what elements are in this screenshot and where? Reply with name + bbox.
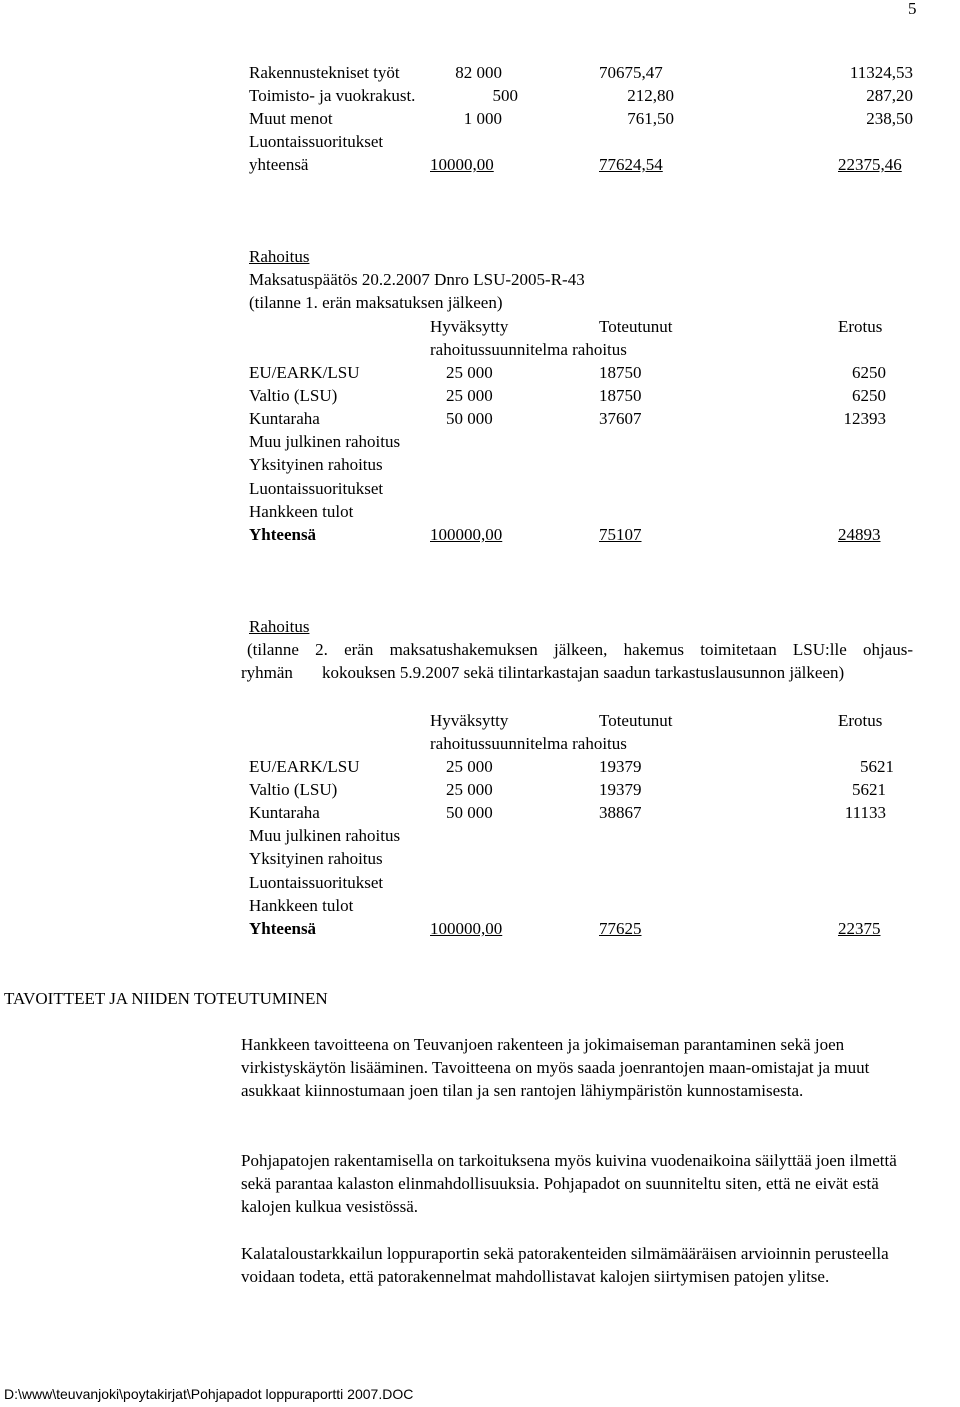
funding-empty-row: Muu julkinen rahoitus	[249, 432, 401, 451]
cost-total-label: yhteensä	[249, 155, 309, 174]
funding-row-diff: 5621	[852, 780, 886, 799]
funding-row-approved: 25 000	[446, 757, 493, 776]
funding-decision-line: Maksatuspäätös 20.2.2007 Dnro LSU-2005-R-43	[249, 270, 585, 289]
funding-status-line-2b: kokouksen 5.9.2007 sekä tilintarkastajan saadun tarkastuslausunnon jälkeen)	[322, 663, 845, 682]
funding-row-label: Valtio (LSU)	[249, 780, 338, 799]
cost-row-label: Rakennustekniset työt	[249, 63, 400, 82]
cost-row-budget: 500	[492, 86, 518, 105]
funding-row-label: Kuntaraha	[249, 409, 320, 428]
funding-row-approved: 25 000	[446, 386, 493, 405]
funding-row-actual: 37607	[599, 409, 642, 428]
funding-row-label: EU/EARK/LSU	[249, 757, 360, 776]
col-diff-header: Erotus	[838, 711, 883, 730]
cost-row-diff: 11324,53	[849, 63, 913, 82]
paragraph-goals	[241, 1033, 916, 1102]
funding-status-line: (tilanne 2. erän maksatushakemuksen jälkeen, hakemus toimitetaan LSU:lle ohjaus-	[247, 640, 913, 659]
funding-row-approved: 50 000	[446, 803, 493, 822]
funding-heading: Rahoitus	[249, 247, 310, 266]
cost-row-diff: 238,50	[866, 109, 913, 128]
funding-total-label: Yhteensä	[249, 525, 317, 544]
funding-row-diff: 6250	[852, 386, 886, 405]
funding-empty-row: Muu julkinen rahoitus	[249, 826, 401, 845]
funding-row-label: Kuntaraha	[249, 803, 320, 822]
funding-row-diff: 6250	[852, 363, 886, 382]
page-number: 5	[908, 0, 917, 18]
funding-row-approved: 25 000	[446, 363, 493, 382]
funding-total-actual: 77625	[599, 919, 642, 938]
funding-row-diff: 11133	[844, 803, 886, 822]
cost-total-budget: 10000,00	[430, 155, 494, 174]
paragraph-text: Kalataloustarkkailun loppuraportin sekä patorakenteiden silmämääräisen arvioinnin perusteella voidaan todeta, että patorakennelmat mahdollistavat kalojen siirtymisen patojen ylitse.	[241, 1244, 889, 1286]
cost-row-actual: 761,50	[627, 109, 674, 128]
funding-total-label: Yhteensä	[249, 919, 317, 938]
funding-status-line: (tilanne 1. erän maksatuksen jälkeen)	[249, 293, 503, 312]
funding-total-actual: 75107	[599, 525, 642, 544]
col-subheader: rahoitussuunnitelma rahoitus	[430, 340, 627, 359]
paragraph-conclusion	[241, 1242, 916, 1288]
col-diff-header: Erotus	[838, 317, 883, 336]
funding-empty-row: Yksityinen rahoitus	[249, 849, 383, 868]
col-actual-header: Toteutunut	[599, 711, 673, 730]
funding-row-actual: 18750	[599, 363, 642, 382]
col-approved-header: Hyväksytty	[430, 317, 509, 336]
cost-total-diff: 22375,46	[838, 155, 902, 174]
funding-row-actual: 38867	[599, 803, 642, 822]
cost-total-actual: 77624,54	[599, 155, 663, 174]
footer-file-path: D:\www\teuvanjoki\poytakirjat\Pohjapadot loppuraportti 2007.DOC	[4, 1386, 414, 1402]
funding-total-approved: 100000,00	[430, 525, 503, 544]
funding-heading: Rahoitus	[249, 617, 310, 636]
cost-row-label: Toimisto- ja vuokrakust.	[249, 86, 416, 105]
paragraph-dams	[241, 1149, 916, 1218]
section-heading: TAVOITTEET JA NIIDEN TOTEUTUMINEN	[4, 989, 328, 1008]
cost-row-actual: 212,80	[627, 86, 674, 105]
cost-row-budget: 82 000	[455, 63, 502, 82]
funding-row-label: Valtio (LSU)	[249, 386, 338, 405]
funding-row-actual: 18750	[599, 386, 642, 405]
cost-luontais-label: Luontaissuoritukset	[249, 132, 384, 151]
funding-row-actual: 19379	[599, 780, 642, 799]
cost-row-budget: 1 000	[463, 109, 502, 128]
funding-total-diff: 22375	[838, 919, 881, 938]
funding-empty-row: Luontaissuoritukset	[249, 479, 384, 498]
funding-status-line-2a: ryhmän	[241, 663, 293, 682]
funding-empty-row: Hankkeen tulot	[249, 896, 354, 915]
funding-row-approved: 25 000	[446, 780, 493, 799]
funding-empty-row: Hankkeen tulot	[249, 502, 354, 521]
col-approved-header: Hyväksytty	[430, 711, 509, 730]
funding-row-diff: 12393	[843, 409, 886, 428]
col-subheader: rahoitussuunnitelma rahoitus	[430, 734, 627, 753]
cost-row-actual: 70675,47	[599, 63, 663, 82]
paragraph-text: Pohjapatojen rakentamisella on tarkoituksena myös kuivina vuodenaikoina säilyttää joen ilmettä sekä parantaa kalaston elinmahdollisuuksia. Pohjapadot on suunniteltu siten, että ne eivät estä kalojen kulkua vesistössä.	[241, 1151, 897, 1216]
paragraph-text: Hankkeen tavoitteena on Teuvanjoen rakenteen ja jokimaiseman parantaminen sekä joen virkistyskäytön lisääminen. Tavoitteena on myös saada joenrantojen maan-omistajat ja muut asukkaat kiinnostumaan joen tilan ja sen rantojen lähiympäristön kunnostamisesta.	[241, 1035, 870, 1100]
funding-row-approved: 50 000	[446, 409, 493, 428]
funding-total-diff: 24893	[838, 525, 881, 544]
funding-empty-row: Luontaissuoritukset	[249, 873, 384, 892]
col-actual-header: Toteutunut	[599, 317, 673, 336]
funding-empty-row: Yksityinen rahoitus	[249, 455, 383, 474]
cost-row-diff: 287,20	[866, 86, 913, 105]
funding-row-diff: 5621	[860, 757, 894, 776]
funding-row-actual: 19379	[599, 757, 642, 776]
funding-total-approved: 100000,00	[430, 919, 503, 938]
cost-row-label: Muut menot	[249, 109, 333, 128]
funding-row-label: EU/EARK/LSU	[249, 363, 360, 382]
